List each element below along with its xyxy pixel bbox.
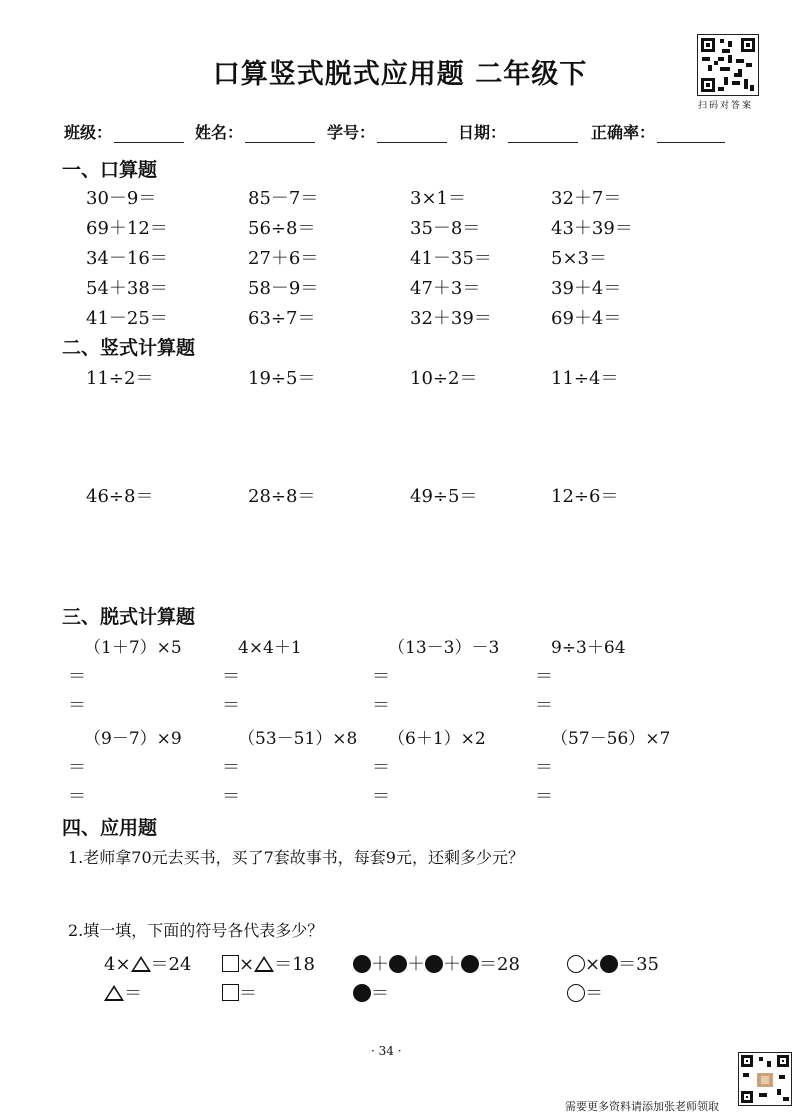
contact-qr-code[interactable] xyxy=(738,1052,792,1106)
name-label: 姓名： xyxy=(195,123,244,142)
filled-circle-icon xyxy=(425,955,443,973)
equals-step: ＝ xyxy=(535,666,553,687)
triangle-answer[interactable] xyxy=(104,979,142,1005)
equals-step: ＝ xyxy=(535,786,553,807)
oral-problem: 3×1＝ xyxy=(410,188,466,209)
oral-problem: 35－8＝ xyxy=(410,218,481,239)
date-input-line[interactable] xyxy=(508,128,578,143)
oral-problem: 41－25＝ xyxy=(86,308,168,329)
oral-problem: 54＋38＝ xyxy=(86,278,168,299)
page-number: · 34 · xyxy=(371,1044,402,1058)
eq3-result: ＝28 xyxy=(479,954,520,975)
section-word-problems: 四、应用题 xyxy=(62,817,158,839)
word-problem-2: 2.填一填，下面的符号各代表多少？ xyxy=(68,921,324,940)
equals-step: ＝ xyxy=(68,666,86,687)
equals-step: ＝ xyxy=(68,695,86,716)
oral-problem: 69＋4＝ xyxy=(551,308,622,329)
answer-qr-code[interactable] xyxy=(697,34,759,96)
answer-equals: ＝ xyxy=(585,983,603,1004)
student-id-input-line[interactable] xyxy=(377,128,447,143)
triangle-icon xyxy=(131,956,151,972)
equals-step: ＝ xyxy=(535,757,553,778)
symbol-equation-2 xyxy=(222,950,315,976)
equals-step: ＝ xyxy=(372,695,390,716)
oral-problem: 5×3＝ xyxy=(551,248,607,269)
section-vertical: 二、竖式计算题 xyxy=(62,337,196,359)
stepwise-problem: （13－3）－3 xyxy=(388,638,500,658)
stepwise-problem: 4×4＋1 xyxy=(238,638,302,658)
eq3-plus: ＋ xyxy=(407,954,425,975)
stepwise-problem: （53－51）×8 xyxy=(238,729,358,749)
filled-circle-icon xyxy=(353,984,371,1002)
vertical-problem: 12÷6＝ xyxy=(551,486,619,507)
oral-problem: 56÷8＝ xyxy=(248,218,316,239)
equals-step: ＝ xyxy=(535,695,553,716)
oral-problem: 34－16＝ xyxy=(86,248,168,269)
equals-step: ＝ xyxy=(68,757,86,778)
footer-note: 需要更多资料请添加张老师领取 xyxy=(565,1100,719,1113)
vertical-problem: 10÷2＝ xyxy=(410,368,478,389)
oral-problem: 27＋6＝ xyxy=(248,248,319,269)
page-title: 口算竖式脱式应用题 二年级下 xyxy=(212,59,588,90)
oral-problem: 39＋4＝ xyxy=(551,278,622,299)
oral-problem: 43＋39＝ xyxy=(551,218,633,239)
name-input-line[interactable] xyxy=(245,128,315,143)
word-problem-1: 1.老师拿70元去买书，买了7套故事书，每套9元，还剩多少元？ xyxy=(68,848,524,867)
triangle-icon xyxy=(254,956,274,972)
filled-circle-icon xyxy=(353,955,371,973)
eq3-plus: ＋ xyxy=(443,954,461,975)
filled-circle-icon xyxy=(461,955,479,973)
equals-step: ＝ xyxy=(222,666,240,687)
accuracy-field[interactable] xyxy=(591,120,725,143)
equals-step: ＝ xyxy=(222,786,240,807)
equals-step: ＝ xyxy=(372,786,390,807)
oral-problem: 63÷7＝ xyxy=(248,308,316,329)
eq1-result: ＝24 xyxy=(150,954,192,975)
filled-circle-answer[interactable] xyxy=(353,979,389,1005)
symbol-equation-4 xyxy=(567,950,659,976)
qr-code-icon xyxy=(739,1053,791,1105)
stepwise-problem: 9÷3＋64 xyxy=(551,638,626,658)
empty-circle-icon xyxy=(567,984,585,1002)
oral-problem: 30－9＝ xyxy=(86,188,157,209)
qr-code-icon xyxy=(698,35,758,95)
student-id-field[interactable] xyxy=(327,120,447,143)
vertical-problem: 28÷8＝ xyxy=(248,486,316,507)
symbol-equation-1 xyxy=(104,950,191,976)
filled-circle-icon xyxy=(600,955,618,973)
empty-circle-answer[interactable] xyxy=(567,979,603,1005)
oral-problem: 41－35＝ xyxy=(410,248,492,269)
qr-caption: 扫码对答案 xyxy=(698,101,754,111)
class-label: 班级： xyxy=(64,123,113,142)
square-icon xyxy=(222,955,239,972)
accuracy-input-line[interactable] xyxy=(657,128,725,143)
vertical-problem: 46÷8＝ xyxy=(86,486,154,507)
class-input-line[interactable] xyxy=(114,128,184,143)
vertical-problem: 11÷2＝ xyxy=(86,368,154,389)
accuracy-label: 正确率： xyxy=(591,123,656,142)
oral-problem: 47＋3＝ xyxy=(410,278,481,299)
section-stepwise: 三、脱式计算题 xyxy=(62,606,196,628)
oral-problem: 32＋7＝ xyxy=(551,188,622,209)
oral-problem: 58－9＝ xyxy=(248,278,319,299)
square-icon xyxy=(222,984,239,1001)
oral-problem: 69＋12＝ xyxy=(86,218,168,239)
eq2-result: ＝18 xyxy=(274,954,315,975)
square-answer[interactable] xyxy=(222,979,257,1005)
answer-equals: ＝ xyxy=(124,983,142,1004)
equals-step: ＝ xyxy=(372,757,390,778)
empty-circle-icon xyxy=(567,955,585,973)
vertical-problem: 11÷4＝ xyxy=(551,368,619,389)
name-field[interactable] xyxy=(195,120,315,143)
answer-equals: ＝ xyxy=(239,983,257,1004)
date-label: 日期： xyxy=(458,123,507,142)
eq2-times: × xyxy=(239,954,255,975)
vertical-problem: 19÷5＝ xyxy=(248,368,316,389)
symbol-equation-3 xyxy=(353,950,520,976)
oral-problem: 32＋39＝ xyxy=(410,308,492,329)
equals-step: ＝ xyxy=(222,695,240,716)
answer-equals: ＝ xyxy=(371,983,389,1004)
stepwise-problem: （57－56）×7 xyxy=(551,729,671,749)
triangle-icon xyxy=(104,985,124,1001)
stepwise-problem: （1＋7）×5 xyxy=(84,638,182,658)
vertical-problem: 49÷5＝ xyxy=(410,486,478,507)
eq3-plus: ＋ xyxy=(371,954,389,975)
stepwise-problem: （6＋1）×2 xyxy=(388,729,486,749)
student-id-label: 学号： xyxy=(327,123,376,142)
oral-problem: 85－7＝ xyxy=(248,188,319,209)
eq4-times: × xyxy=(585,954,601,975)
equals-step: ＝ xyxy=(222,757,240,778)
eq4-result: ＝35 xyxy=(618,954,659,975)
class-field[interactable] xyxy=(64,120,184,143)
eq1-prefix: 4× xyxy=(104,954,131,975)
section-oral: 一、口算题 xyxy=(62,159,158,181)
stepwise-problem: （9－7）×9 xyxy=(84,729,182,749)
filled-circle-icon xyxy=(389,955,407,973)
equals-step: ＝ xyxy=(372,666,390,687)
equals-step: ＝ xyxy=(68,786,86,807)
date-field[interactable] xyxy=(458,120,578,143)
